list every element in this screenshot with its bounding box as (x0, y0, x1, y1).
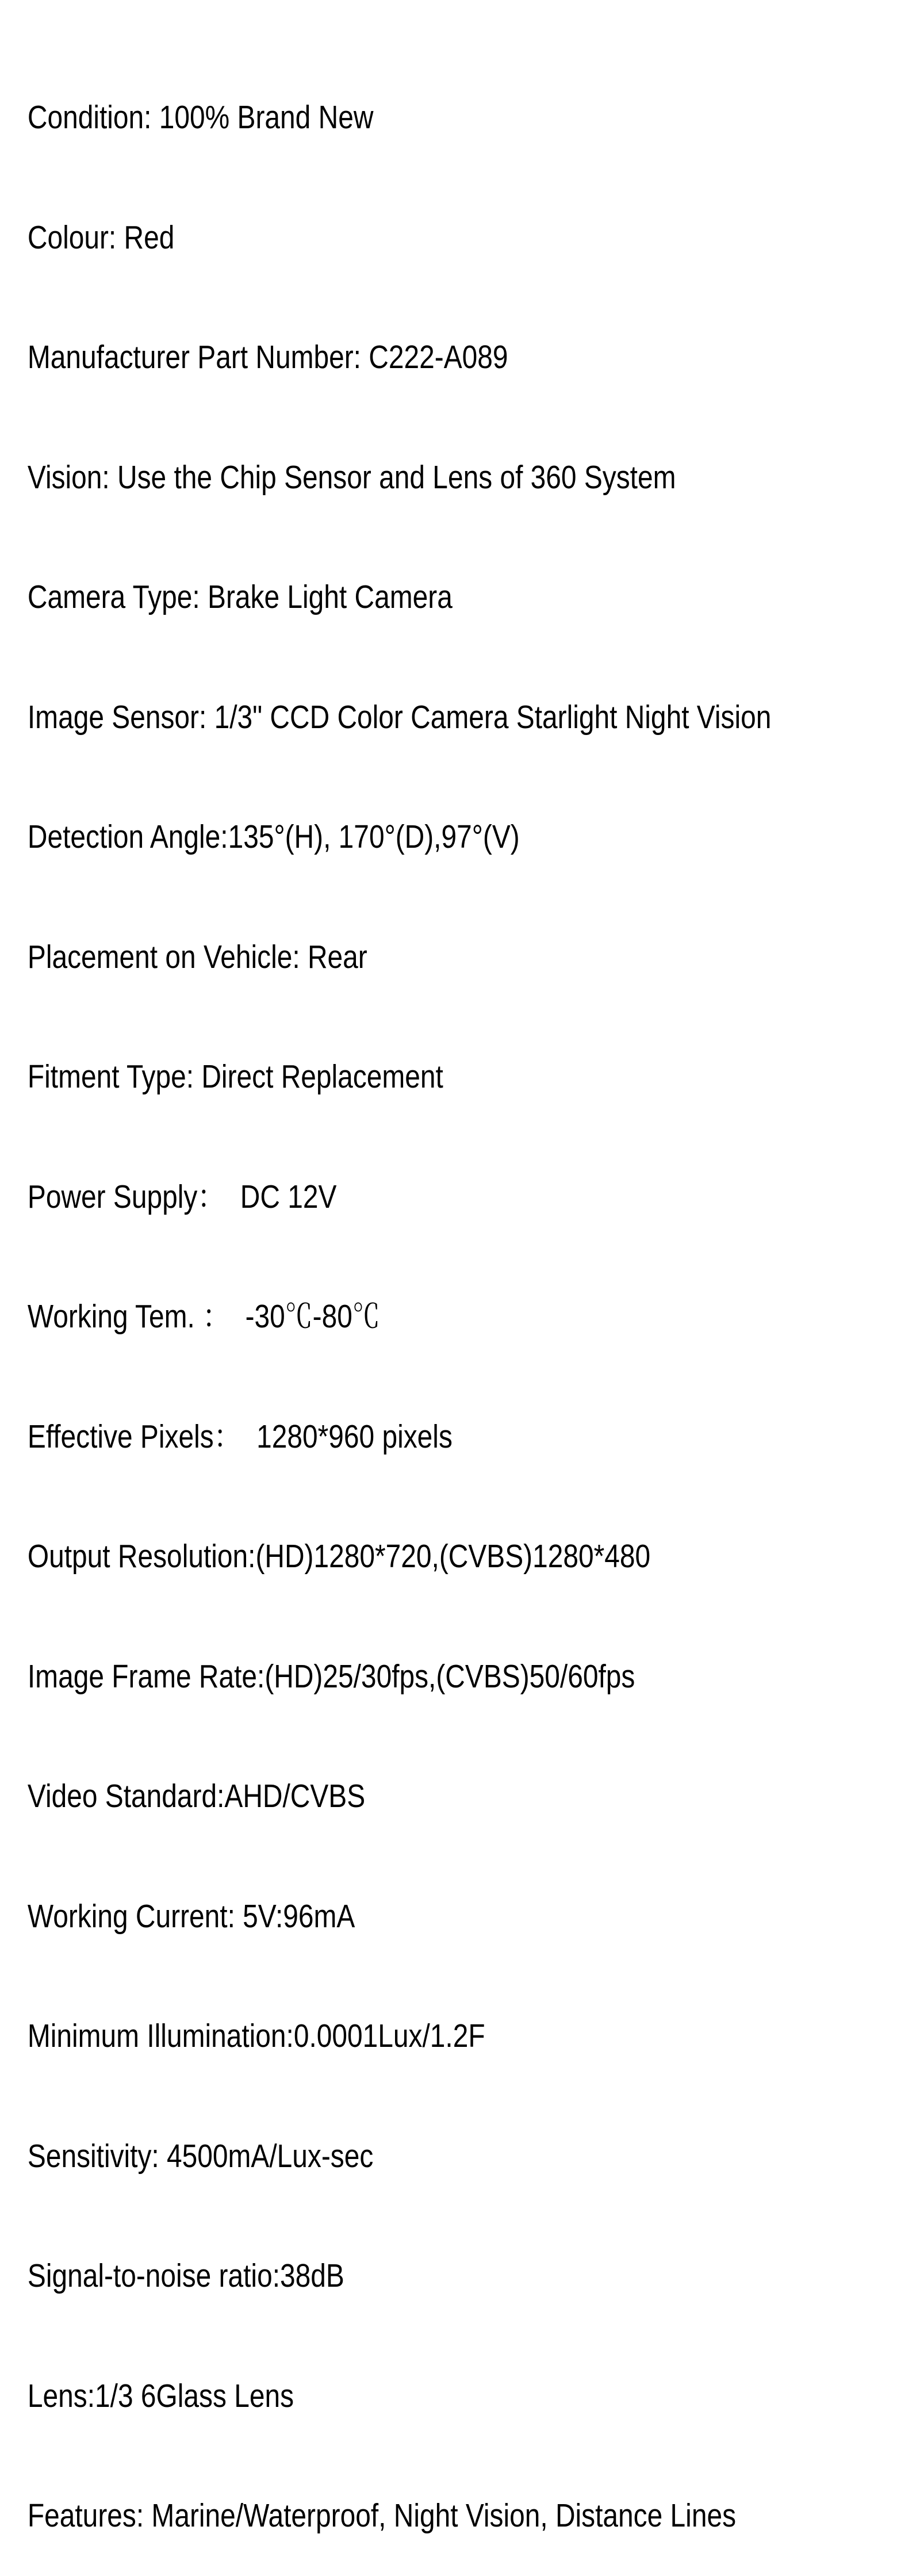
spec-line-minimum-illumination: Minimum Illumination:0.0001Lux/1.2F (27, 2018, 485, 2054)
spec-line-power-supply: Power Supply： DC 12V (27, 1178, 337, 1215)
spec-line-signal-to-noise: Signal-to-noise ratio:38dB (27, 2257, 344, 2294)
spec-line-colour: Colour: Red (27, 219, 175, 256)
spec-line-lens: Lens:1/3 6Glass Lens (27, 2377, 294, 2414)
spec-line-video-standard: Video Standard:AHD/CVBS (27, 1778, 366, 1815)
spec-line-part-number: Manufacturer Part Number: C222-A089 (27, 339, 508, 376)
spec-line-frame-rate: Image Frame Rate:(HD)25/30fps,(CVBS)50/60fps (27, 1658, 635, 1695)
spec-line-working-current: Working Current: 5V:96mA (27, 1897, 355, 1935)
spec-line-placement: Placement on Vehicle: Rear (27, 938, 367, 975)
spec-line-features: Features: Marine/Waterproof, Night Vision, Distance Lines (27, 2497, 737, 2534)
spec-line-effective-pixels: Effective Pixels： 1280*960 pixels (27, 1418, 453, 1455)
spec-line-sensitivity: Sensitivity: 4500mA/Lux-sec (27, 2137, 374, 2175)
spec-line-camera-type: Camera Type: Brake Light Camera (27, 579, 453, 615)
spec-line-working-temperature: Working Tem. ： -30℃-80℃ (27, 1298, 380, 1335)
spec-line-image-sensor: Image Sensor: 1/3" CCD Color Camera Starlight Night Vision (27, 698, 772, 736)
spec-line-vision: Vision: Use the Chip Sensor and Lens of 360 System (27, 458, 676, 496)
spec-line-output-resolution: Output Resolution:(HD)1280*720,(CVBS)1280*480 (27, 1538, 651, 1575)
spec-line-fitment-type: Fitment Type: Direct Replacement (27, 1058, 443, 1095)
spec-line-condition: Condition: 100% Brand New (27, 99, 374, 136)
spec-line-detection-angle: Detection Angle:135°(H), 170°(D),97°(V) (27, 818, 520, 855)
